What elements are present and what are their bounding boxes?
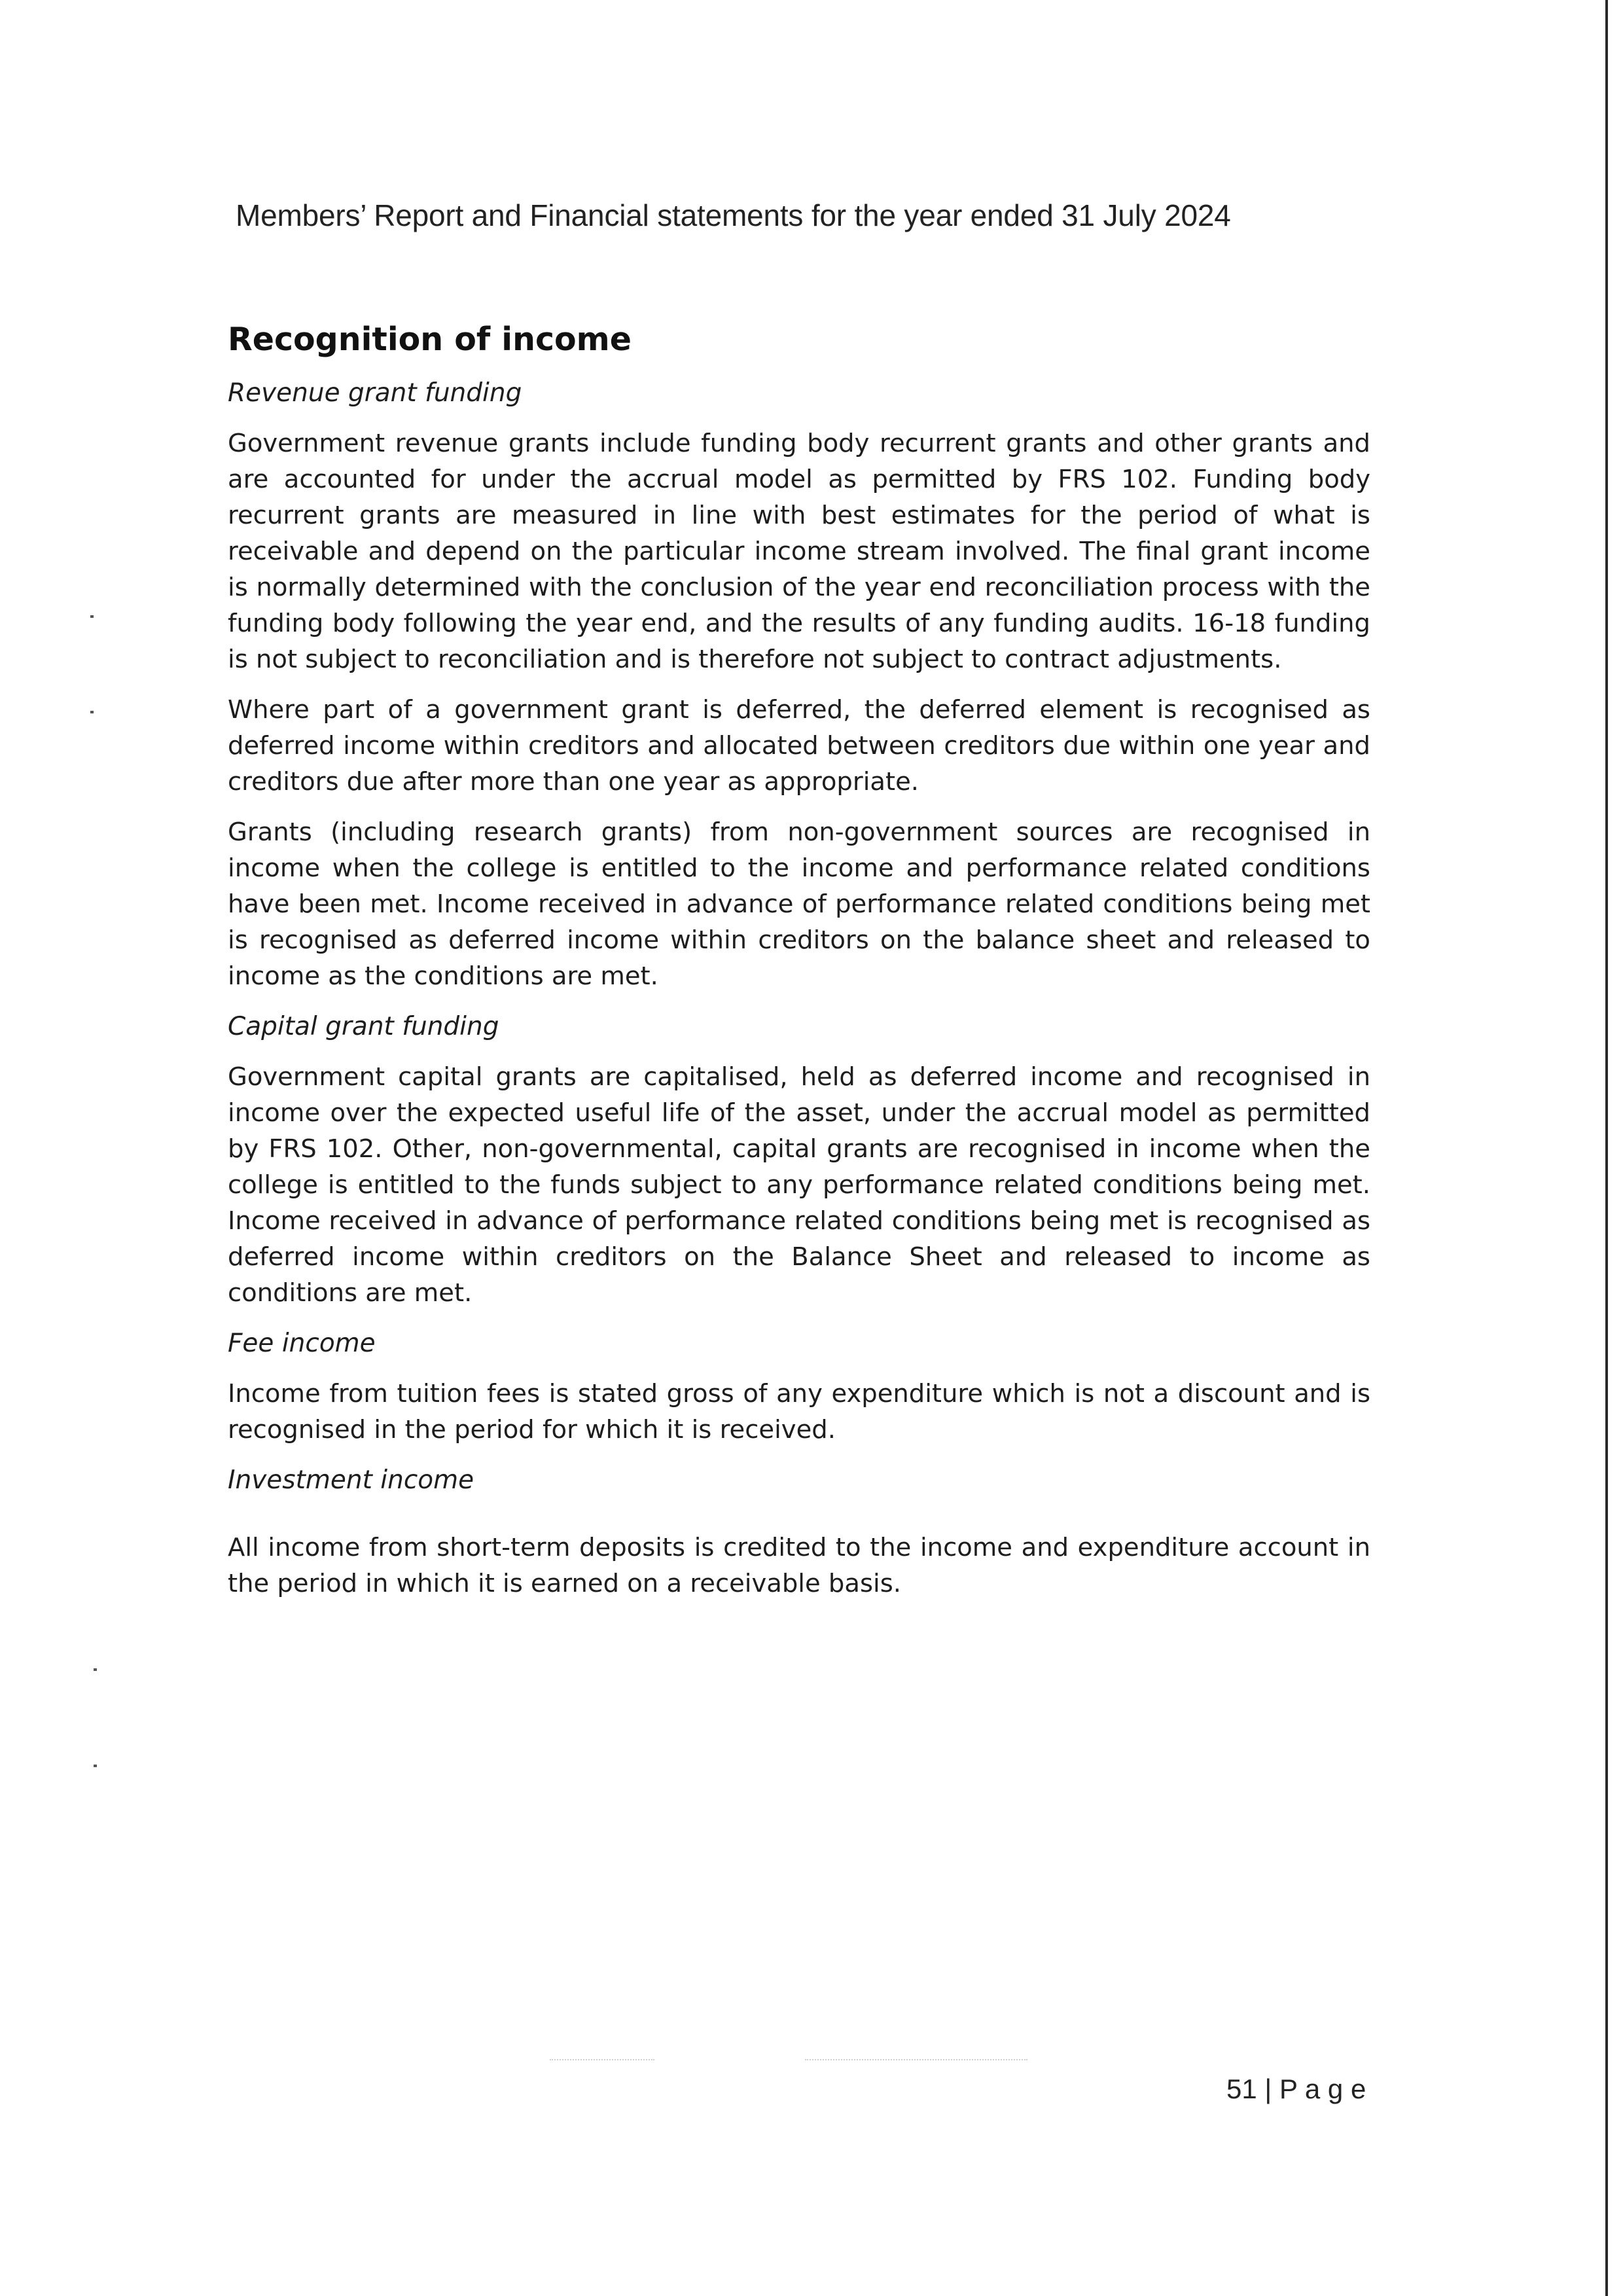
scan-mark xyxy=(90,615,94,618)
section-title: Recognition of income xyxy=(228,321,632,358)
subheading-investment-income: Investment income xyxy=(228,1465,474,1495)
footer-scan-noise xyxy=(550,2059,654,2062)
paragraph-capital-grants: Government capital grants are capitalised, held as deferred income and recognised in income over the expected useful life of the asset, under the accrual model as permitted by FRS 102. Other, non-governmental, capital grants are recognised in income when the college is entitled to the funds subject to any performance related conditions being met. Income received in advance of performance related conditions being met is recognised as deferred income within creditors on the Balance Sheet and released to income as conditions are met. xyxy=(228,1062,1370,1308)
page-number: 51 | P a g e xyxy=(1226,2073,1366,2104)
scan-mark xyxy=(94,1668,97,1671)
scan-mark xyxy=(94,1765,97,1767)
subheading-fee-income: Fee income xyxy=(228,1329,376,1358)
scan-edge-line xyxy=(1605,0,1608,2296)
document-body xyxy=(228,321,1370,1616)
paragraph-deferred-grant: Where part of a government grant is deferred, the deferred element is recognised as deferred income within creditors and allocated between creditors due within one year and creditors due after more than one year as appropriate. xyxy=(228,695,1370,797)
paragraph-revenue-grants: Government revenue grants include funding body recurrent grants and other grants and are accounted for under the accrual model as permitted by FRS 102. Funding body recurrent grants are measured in line with best estimates for the period of what is receivable and depend on the particular income stream involved. The final grant income is normally determined with the conclusion of the year end reconciliation process with the funding body following the year end, and the results of any funding audits. 16-18 funding is not subject to reconciliation and is therefore not subject to contract adjustments. xyxy=(228,429,1370,674)
subheading-revenue-grant-funding: Revenue grant funding xyxy=(228,378,522,408)
paragraph-non-government-grants: Grants (including research grants) from non-government sources are recognised in income when the college is entitled to the income and performance related conditions have been met. Income received in advance of performance related conditions being met is recognised as deferred income within creditors on the balance sheet and released to income as the conditions are met. xyxy=(228,817,1370,991)
running-header: Members’ Report and Financial statements for the year ended 31 July 2024 xyxy=(236,198,1231,232)
scan-mark xyxy=(90,711,94,713)
paragraph-investment-income: All income from short-term deposits is credited to the income and expenditure account in the period in which it is earned on a receivable basis. xyxy=(228,1533,1370,1598)
paragraph-fee-income: Income from tuition fees is stated gross of any expenditure which is not a discount and is recognised in the period for which it is received. xyxy=(228,1379,1370,1444)
subheading-capital-grant-funding: Capital grant funding xyxy=(228,1012,499,1041)
footer-scan-noise xyxy=(805,2059,1027,2062)
